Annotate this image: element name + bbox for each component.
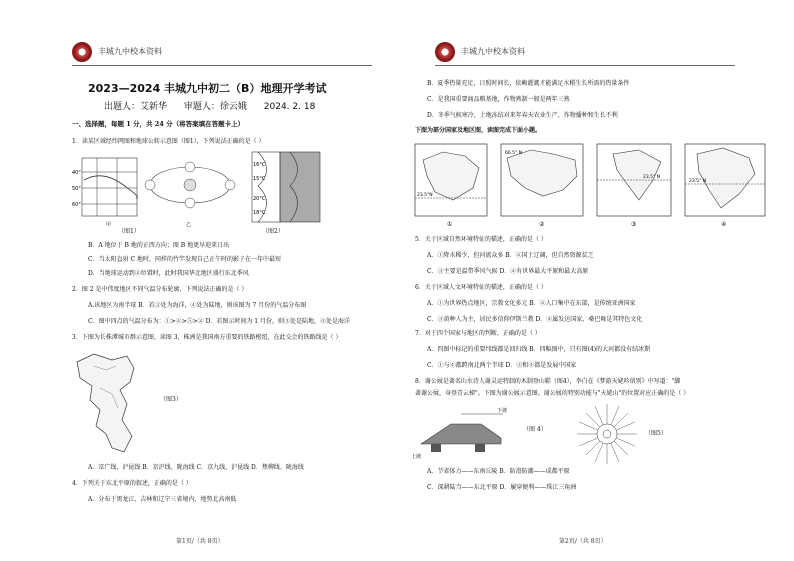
school-name: 丰城九中校本资料 [98,47,162,56]
options-8cd: C．深耕陆当——东北平原 D．履穿便利——珠江三角洲 [427,484,577,491]
question-2: 2．图 2 是中伟度地区不同气温分布轮廓，下列说法正确的是（ ） [72,286,248,293]
options-8ab: A．节省体力——东南丘陵 B．防滑防潮——成都平原 [427,468,570,475]
fig4-label: 上坡 [411,454,422,460]
question-5: 5．关于区域自然环境特征的描述，正确的是（ ） [415,236,547,243]
page-footer: 第1页/（共 8页） [176,538,224,545]
figure-3-caption: （图3） [160,396,182,403]
map2-lat: 66.5° N [505,151,523,156]
page-header [435,42,735,64]
option-4a: A．分布于黑龙江、吉林和辽宁三省境内，地势北高南低 [88,496,237,503]
fig2-temp: 20°C [253,196,266,202]
fig1-lat-label: 40° [72,170,81,176]
options-6cd: C．③黄种人为主，居民多信仰伊斯兰教 D．④属发达国家，桑巴舞是其特色文化 [427,316,643,323]
page-2 [397,0,794,561]
reviewer: 审题人：徐云娥 [183,102,247,112]
figure-1 [72,150,242,235]
option-4c: C．是我国重要商品粮基地，作物熟制一般是两年三熟 [427,96,570,103]
figure-4-caption: （图 4） [523,426,547,433]
question-1: 1．读某区域经纬网图和地球公转示意图（图1），下列说法正确的是（ ） [72,138,265,145]
option-4d: D．冬季气候寒冷，土地冻结对来年春天农业生产，作物播种和生长不利 [427,112,618,119]
map1-number: ① [447,221,453,228]
fig2-temp: 16°C [253,162,266,168]
options-5ab: A．①降水稀少，但河流众多 B．②国土辽阔，但自然资源贫乏 [427,252,594,259]
map2-number: ② [539,221,545,228]
question-8: 8．谢公屐是著名山水诗人谢灵运特制的木制登山鞋（图4），李白在《梦游天姥吟留别》中写道："脚 [415,378,681,385]
school-logo-icon [435,42,455,62]
options-2cd: C．图中四点的气温分布为：①>④>⑤>② D．若图示时间为 1 月份，则③处是陆地，④处是海洋 [88,318,351,325]
option-1c: C．当太阳直射 C 地时，同样的竹竿发现自己正午时的影子在一年中最短 [88,256,281,263]
options-3: A．京广线、沪昆线 B．京沪线、陇海线 C．京九线、沪昆线 D．焦柳线、陇海线 [88,464,304,471]
header-divider [435,65,735,66]
map3-lat: 23.5° N [643,175,661,180]
fig1-sub-label: 乙 [186,222,192,228]
fig1-sub-label: 甲 [106,222,112,228]
fig4-label: 下坡 [497,408,508,414]
option-1d: D．当地球运动到②位置时，此时我国华北地区盛行东北季风 [88,270,249,277]
options-5cd: C．③主要是温带季风气候 D．④有世界最大平原和最大高原 [427,268,589,275]
figure-3-map [72,348,162,458]
fig1-lat-label: 60° [72,202,81,208]
question-8-cont: 著谢公屐，身登青云梯"。下图为谢公屐示意图。谢公屐的特别功能与"天姥山"的位置对应正确的是（ ） [415,390,690,397]
header-divider [72,65,372,66]
country-maps [413,140,783,230]
question-3: 3．下图为长株潭城市群示意图，读图 3，株洲是我国南方重要的铁路枢纽，在此交会的铁路线是（ ） [72,334,342,341]
options-6ab: A．①为世界热点地区，宗教文化多元 B．②人口集中在东部，是传统亚洲国家 [427,300,636,307]
figure-2 [250,150,322,230]
options-2ab: A.该地区为南半球 B．若③处为海洋，④处为陆地，则该图为 7 月份的气温分布图 [88,302,307,309]
question-7: 7．对于四个国家与地区的判断，正确的是（ ） [415,330,541,337]
map3-number: ③ [631,221,637,228]
fig2-temp: 18°C [253,210,266,216]
exam-authors [104,99,329,112]
school-logo-icon [72,42,92,62]
section-heading: 一、选择题，每题 1 分，共 24 分（将答案填在答题卡上） [72,120,245,128]
map4-number: ④ [721,221,727,228]
exam-title: 2023—2024 丰城九中初二（B）地理开学考试 [88,82,327,95]
page-footer: 第2页/（共 8页） [559,538,607,545]
exam-date: 2024. 2. 18 [263,102,316,112]
figure-1-caption: （图1） [118,228,140,235]
figure-2-caption: （图2） [262,228,284,235]
map1-lat: 23.5°N [417,193,433,198]
map-intro: 下图为部分国家及地区图，读图完成下面小题。 [415,127,542,134]
options-7cd: C．①与④都跨南北两个半球 D．③和④都是发展中国家 [427,362,577,369]
map4-lat: 23.5° N [689,179,707,184]
option-4b: B．夏季热量充足，日照时间长，依赖灌溉才能满足水稻生长所需的热量条件 [427,80,630,87]
page-header [72,42,372,64]
question-4: 4．下列关于东北平原的叙述，正确的是（ ） [72,480,192,487]
figure-4 [411,404,521,460]
setter: 出题人：艾新华 [104,102,168,112]
option-1b: B．A 地位于 B 地的正西方向；图 B 地更早迎来日出 [88,242,230,249]
figure-5 [575,402,639,466]
figure-5-caption: （图5） [645,430,667,437]
options-7ab: A．四图中标记的重要纬线都是回归线 B．四幅图中，只有图(4)的大河都没有结冰期 [427,346,651,353]
fig2-temp: 15°C [253,176,266,182]
fig1-lat-label: 50° [72,186,81,192]
question-6: 6．关于区域人文环境特征的描述，正确的是（ ） [415,284,547,291]
school-name: 丰城九中校本资料 [461,47,525,56]
